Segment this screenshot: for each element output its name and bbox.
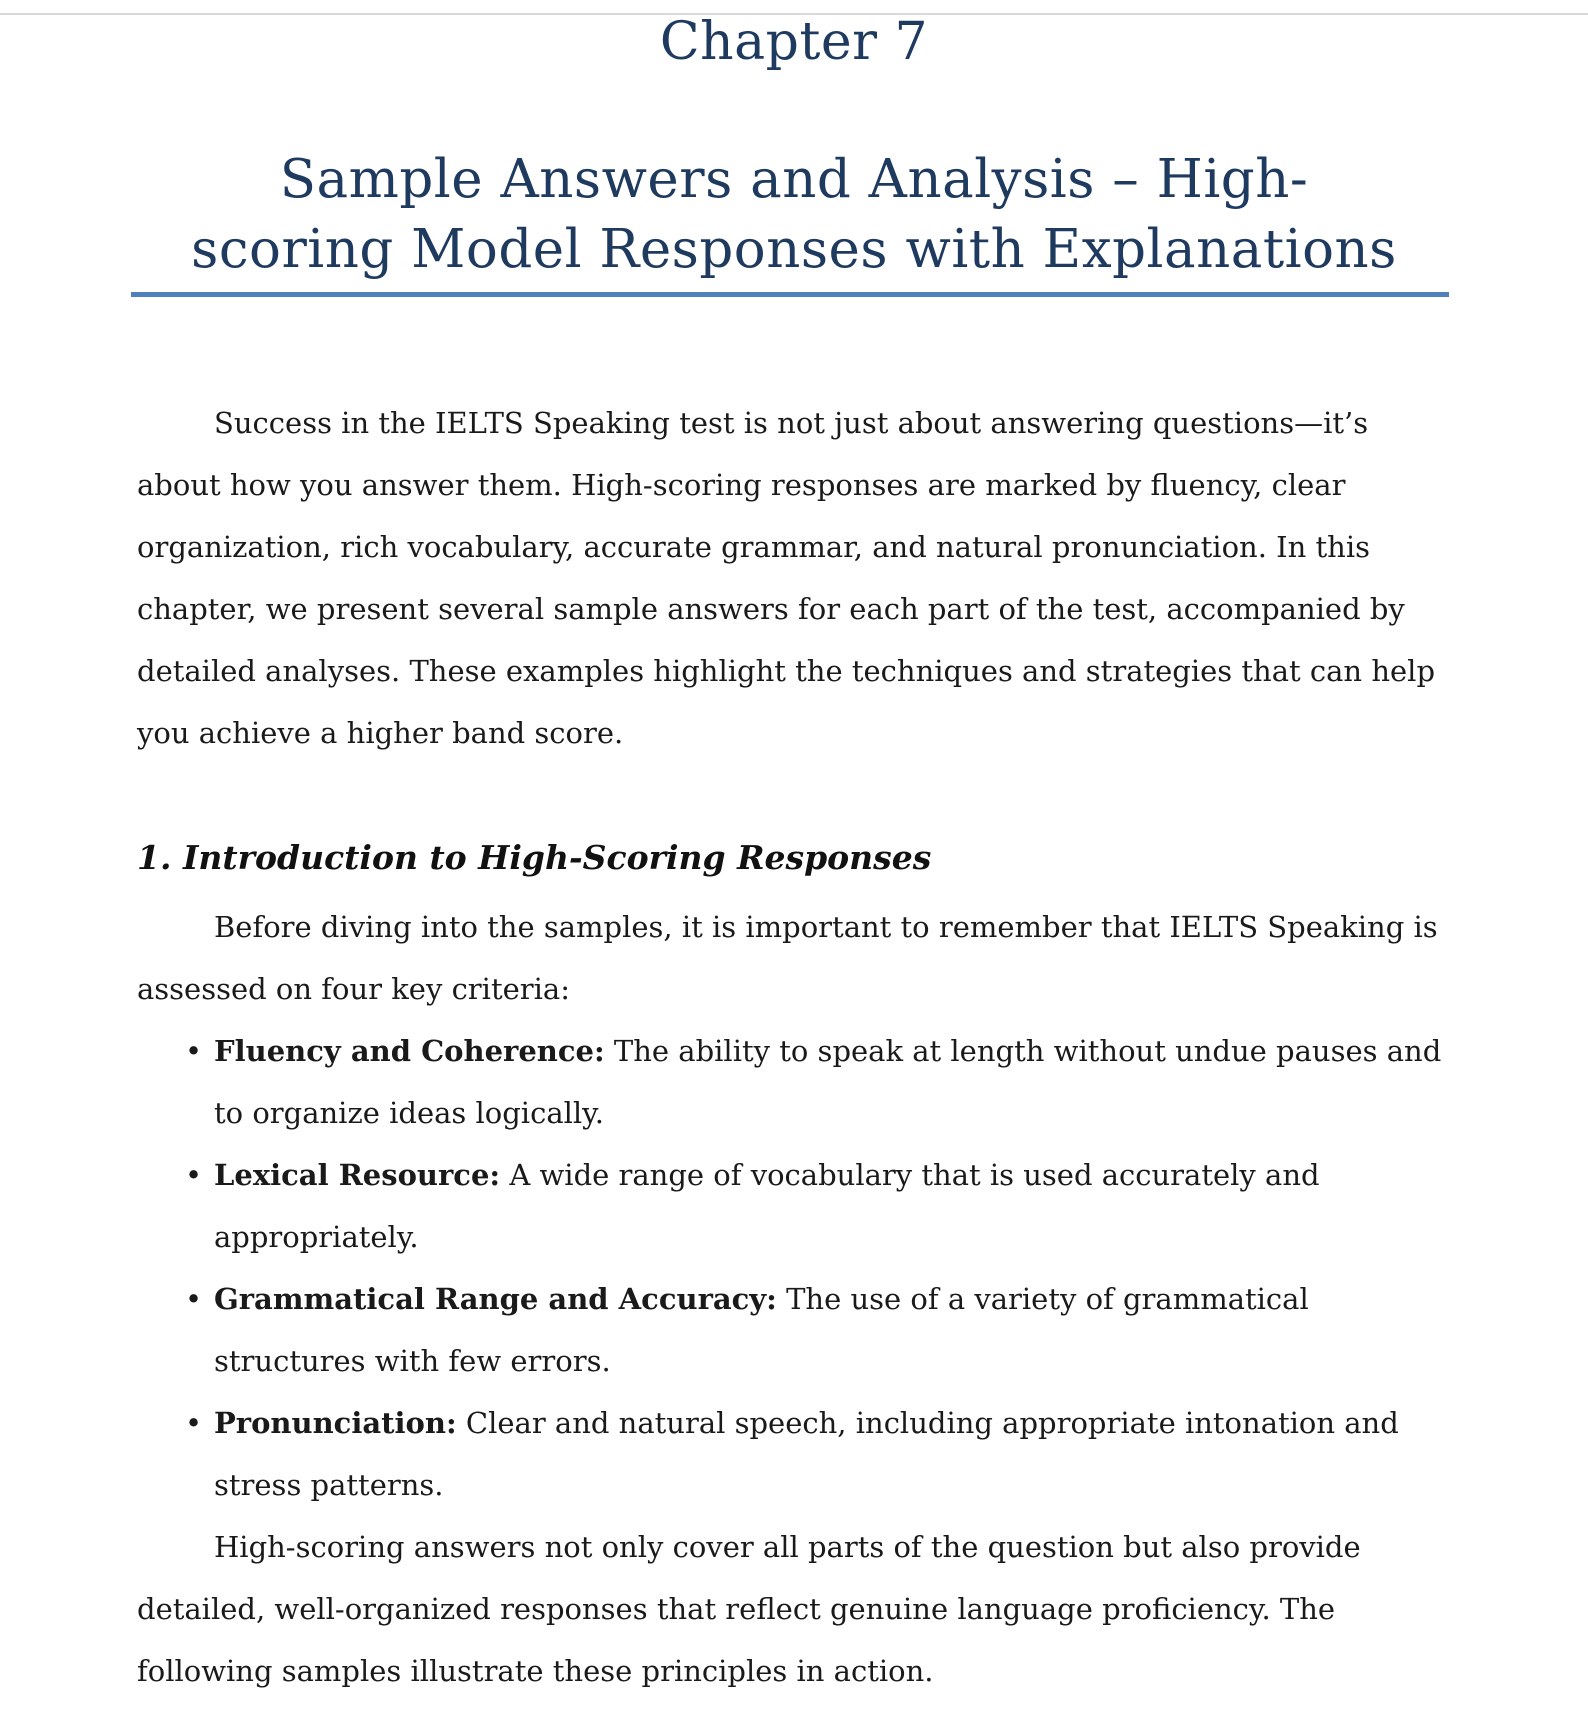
criterion-description: The use of a variety of grammatical structures with few errors. [214, 1282, 1309, 1378]
list-item [137, 1392, 1447, 1516]
bullet-icon: • [185, 1282, 203, 1316]
criterion-term: Fluency and Coherence: [214, 1034, 605, 1068]
list-item [137, 1144, 1447, 1268]
section-heading: 1. Introduction to High-Scoring Responses [137, 838, 932, 877]
bullet-icon: • [185, 1158, 203, 1192]
list-item [137, 1268, 1447, 1392]
bullet-icon: • [185, 1034, 203, 1068]
criterion-term: Grammatical Range and Accuracy: [214, 1282, 777, 1316]
section-lead-paragraph: Before diving into the samples, it is important to remember that IELTS Speaking is assessed on four key criteria: [137, 910, 1438, 1006]
chapter-title: Sample Answers and Analysis – High-scoring Model Responses with Explanations [191, 149, 1397, 280]
chapter-label: Chapter 7 [659, 12, 929, 72]
bullet-icon: • [185, 1406, 203, 1440]
title-underline [131, 292, 1449, 297]
list-item [137, 1020, 1447, 1144]
criterion-term: Pronunciation: [214, 1406, 457, 1440]
criterion-term: Lexical Resource: [214, 1158, 501, 1192]
intro-paragraph: Success in the IELTS Speaking test is not just about answering questions—it’s about how you answer them. High-scoring responses are marked by fluency, clear organization, rich vocabulary, accurate grammar, and natural pronunciation. In this chapter, we present several sample answers for each part of the test, accompanied by detailed analyses. These examples highlight the techniques and strategies that can help you achieve a higher band score. [137, 406, 1436, 750]
criterion-description: A wide range of vocabulary that is used accurately and appropriately. [214, 1158, 1320, 1254]
criteria-list [137, 1020, 1447, 1516]
criterion-description: Clear and natural speech, including appropriate intonation and stress patterns. [214, 1406, 1399, 1502]
criterion-description: The ability to speak at length without undue pauses and to organize ideas logically. [214, 1034, 1442, 1130]
closing-paragraph: High-scoring answers not only cover all parts of the question but also provide detailed, well-organized responses that reflect genuine language proficiency. The following samples illustrate these principles in action. [137, 1530, 1361, 1688]
